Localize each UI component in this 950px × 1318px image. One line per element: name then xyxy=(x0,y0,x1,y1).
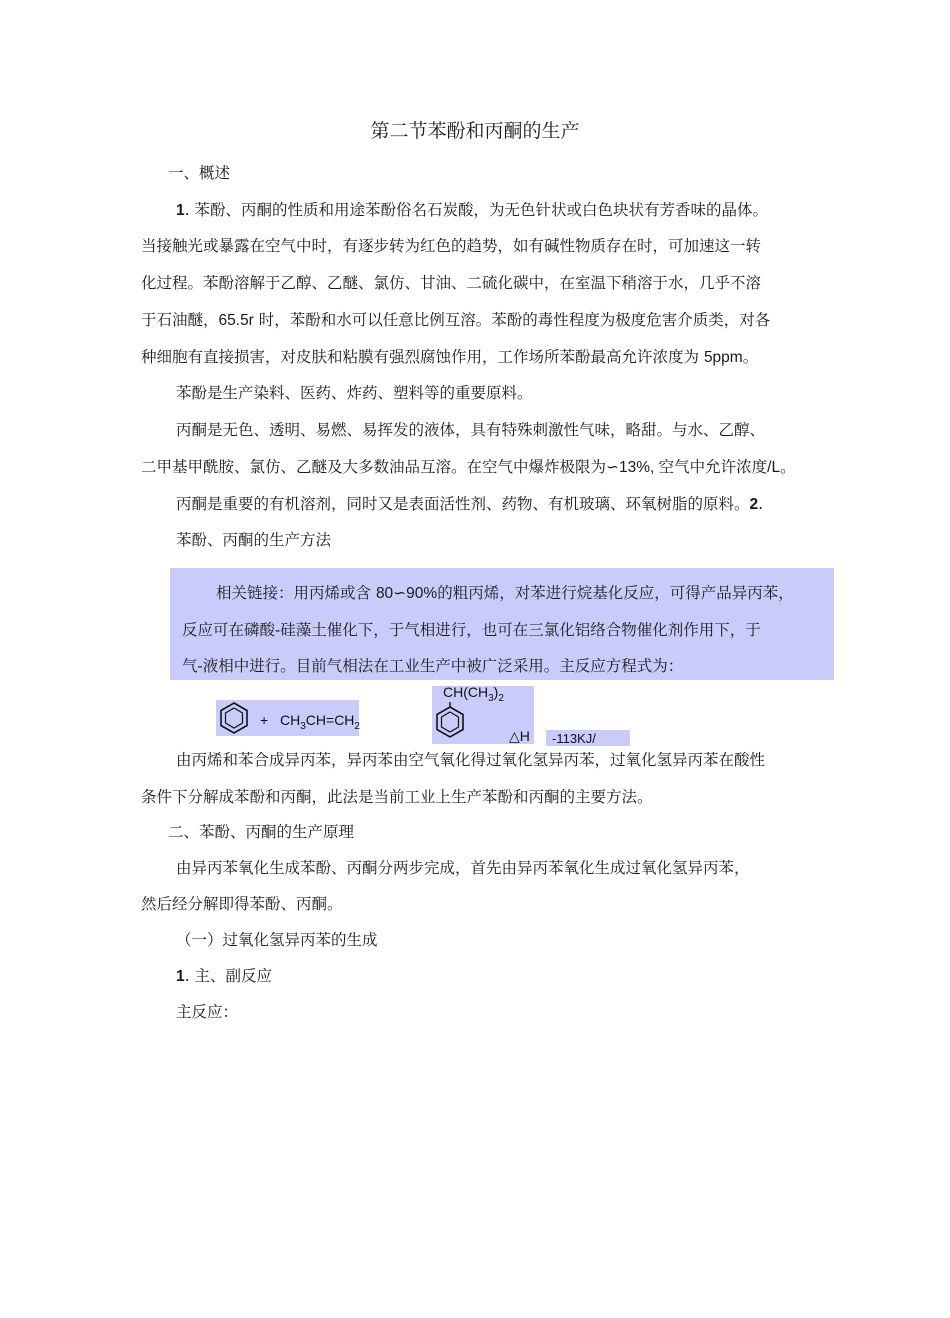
main-reaction-label: 主反应： xyxy=(176,1003,239,1021)
related-line-2: 反应可在磷酸-硅藻土催化下，于气相进行，也可在三氯化铝络合物催化剂作用下，于 xyxy=(182,621,761,639)
paragraph-text: 于石油醚， xyxy=(141,311,219,329)
paragraph-4-line-1 xyxy=(176,494,763,515)
delta-h-label: △H xyxy=(509,728,530,744)
section-heading-overview: 一、概述 xyxy=(168,164,231,182)
paragraph-text: 丙酮是重要的有机溶剂，同时又是表面活性剂、药物、有机玻璃、环氧树脂的原料。 xyxy=(176,495,750,513)
isopropyl-group-formula: $CH(CH_3)_2$ xyxy=(443,684,504,704)
paragraph-1-line-1 xyxy=(176,200,768,221)
section-heading-principle: 二、苯酚、丙酮的生产原理 xyxy=(168,823,355,841)
paragraph-1-line-2: 当接触光或暴露在空气中时，有逐步转为红色的趋势，如有碱性物质存在时，可加速这一转 xyxy=(141,237,762,255)
paragraph-3-line-2 xyxy=(141,457,796,478)
paragraph-4-line-2: 苯酚、丙酮的生产方法 xyxy=(176,531,332,549)
enthalpy-value: -113KJ/ xyxy=(552,731,596,746)
related-line-3: 气-液相中进行。目前气相法在工业生产中被广泛采用。主反应方程式为： xyxy=(182,657,684,675)
paragraph-3-line-1: 丙酮是无色、透明、易燃、易挥发的液体，具有特殊刺激性气味，略甜。与水、乙醇、 xyxy=(176,421,766,439)
paragraph-5-line-1: 由丙烯和苯合成异丙苯，异丙苯由空气氧化得过氧化氢异丙苯，过氧化氢异丙苯在酸性 xyxy=(176,751,766,769)
paragraph-text: 种细胞有直接损害，对皮肤和粘膜有强烈腐蚀作用，工作场所苯酚最高允许浓度为 xyxy=(141,348,704,366)
paragraph-6-line-2: 然后经分解即得苯酚、丙酮。 xyxy=(141,895,343,913)
subsection-heading: （一）过氧化氢异丙苯的生成 xyxy=(176,931,378,949)
paragraph-text: 时，苯酚和水可以任意比例互溶。苯酚的毒性程度为极度危害介质类，对各 xyxy=(253,311,771,329)
explosion-limit: ∽13%, xyxy=(606,459,659,476)
related-line-1 xyxy=(216,583,794,604)
paragraph-text: . xyxy=(758,495,764,513)
item-text: . 主、副反应 xyxy=(184,967,272,985)
benzene-ring-icon xyxy=(216,700,252,736)
related-link-box xyxy=(170,568,834,680)
item-number: 1 xyxy=(176,968,185,985)
item-number: 1 xyxy=(176,202,185,219)
paragraph-1-line-4 xyxy=(141,310,770,331)
concentration-value: 5ppm xyxy=(703,349,743,366)
paragraph-text: . 苯酚、丙酮的性质和用途苯酚俗名石炭酸，为无色针状或白色块状有芳香味的晶体。 xyxy=(184,201,768,219)
paragraph-text: 空气中允许浓度 xyxy=(658,458,768,476)
paragraph-1-line-3: 化过程。苯酚溶解于乙醇、乙醚、氯仿、甘油、二硫化碳中，在室温下稍溶于水，几乎不溶 xyxy=(141,274,762,292)
unit-text: /L。 xyxy=(767,459,796,476)
paragraph-text: 。 xyxy=(742,348,759,366)
temperature-value: 65.5r xyxy=(218,312,254,329)
paragraph-2: 苯酚是生产染料、医药、炸药、塑料等的重要原料。 xyxy=(176,384,533,402)
propylene-formula: $CH_3CH=CH_2$ xyxy=(280,712,360,732)
paragraph-6-line-1: 由异丙苯氧化生成苯酚、丙酮分两步完成，首先由异丙苯氧化生成过氧化氢异丙苯， xyxy=(176,859,750,877)
paragraph-text: 二甲基甲酰胺、氯仿、乙醚及大多数油品互溶。在空气中爆炸极限为 xyxy=(141,458,607,476)
propylene-range: 80∽90% xyxy=(375,585,438,602)
related-text: 的粗丙烯，对苯进行烷基化反应，可得产品异丙苯， xyxy=(437,584,794,602)
item-number: 2 xyxy=(749,496,759,513)
paragraph-1-line-5 xyxy=(141,347,758,368)
item-1-heading xyxy=(176,966,272,987)
cumene-ring-icon xyxy=(432,702,468,740)
page-title: 第二节苯酚和丙酮的生产 xyxy=(370,120,580,142)
related-text: 相关链接：用丙烯或含 xyxy=(216,584,376,602)
paragraph-5-line-2: 条件下分解成苯酚和丙酮，此法是当前工业上生产苯酚和丙酮的主要方法。 xyxy=(141,788,653,806)
plus-sign: + xyxy=(260,712,269,728)
